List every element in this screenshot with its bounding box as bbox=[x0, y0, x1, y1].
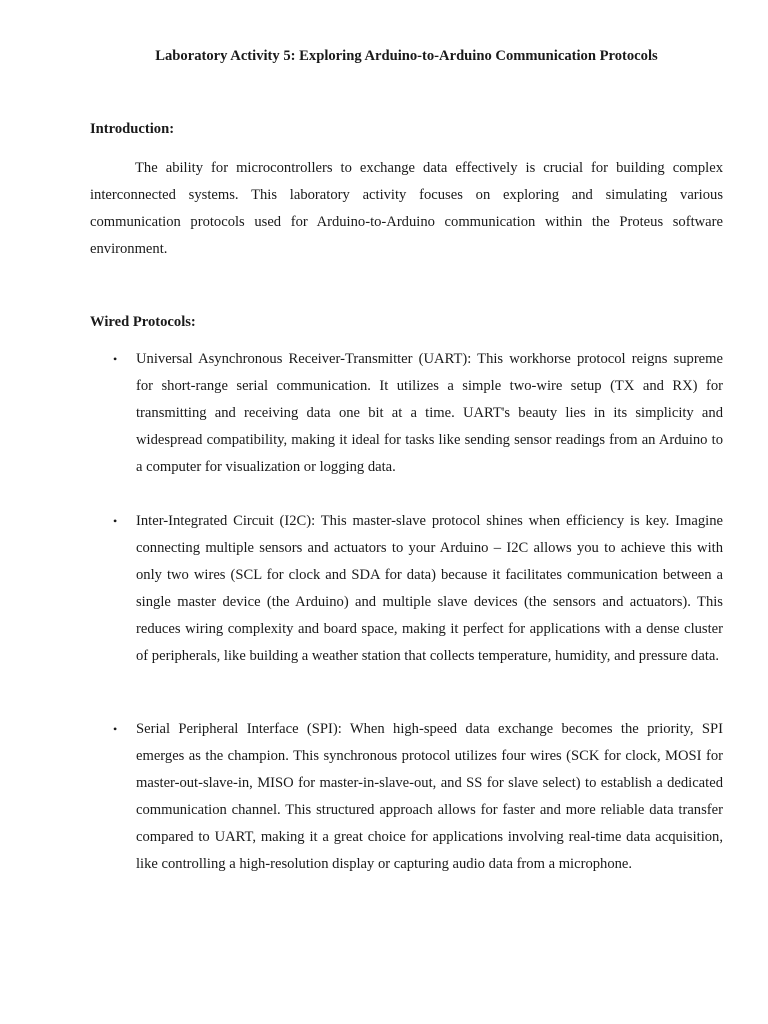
introduction-paragraph: The ability for microcontrollers to exchange data effectively is crucial for building complex interconnected systems. This laboratory activity focuses on exploring and simulating various communication protocols used for Arduino-to-Arduino communication within the Proteus software environment. bbox=[90, 160, 723, 257]
introduction-heading: Introduction: bbox=[90, 121, 175, 137]
bullet-icon: • bbox=[113, 514, 118, 528]
document-title: Laboratory Activity 5: Exploring Arduino-to-Arduino Communication Protocols bbox=[155, 48, 658, 64]
list-item-spi bbox=[113, 716, 723, 878]
list-item-text: Serial Peripheral Interface (SPI): When high-speed data exchange becomes the priority, SPI emerges as the champion. This synchronous protocol utilizes four wires (SCK for clock, MOSI for master-out-slave-in, MISO for master-in-slave-out, and SS for slave select) to establish a dedicated communication channel. This structured approach allows for faster and more reliable data transfer compared to UART, making it a great choice for applications involving real-time data acquisition, like controlling a high-resolution display or capturing audio data from a microphone. bbox=[136, 721, 723, 872]
wired-protocols-heading: Wired Protocols: bbox=[90, 314, 196, 330]
list-item-i2c bbox=[113, 508, 723, 670]
list-item-text: Universal Asynchronous Receiver-Transmitter (UART): This workhorse protocol reigns supreme for short-range serial communication. It utilizes a simple two-wire setup (TX and RX) for transmitting and receiving data one bit at a time. UART's beauty lies in its simplicity and widespread compatibility, making it ideal for tasks like sending sensor readings from an Arduino to a computer for visualization or logging data. bbox=[136, 351, 723, 475]
list-item-uart bbox=[113, 346, 723, 481]
bullet-icon: • bbox=[113, 722, 118, 736]
bullet-icon: • bbox=[113, 352, 118, 366]
list-item-text: Inter-Integrated Circuit (I2C): This master-slave protocol shines when efficiency is key. Imagine connecting multiple sensors and actuators to your Arduino – I2C allows you to achieve this with only two wires (SCL for clock and SDA for data) because it facilitates communication between a single master device (the Arduino) and multiple slave devices (the sensors and actuators). This reduces wiring complexity and board space, making it perfect for applications with a dense cluster of peripherals, like building a weather station that collects temperature, humidity, and pressure data. bbox=[136, 513, 723, 664]
